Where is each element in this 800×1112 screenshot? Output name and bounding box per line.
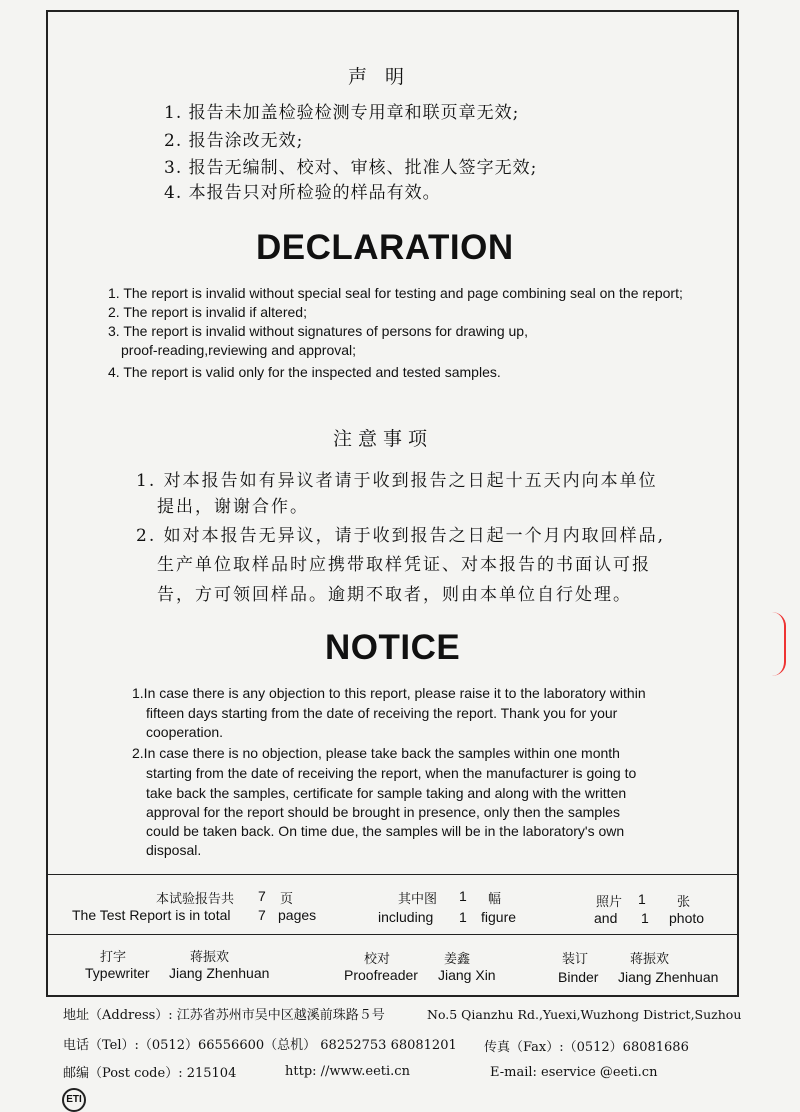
- proofreader-name-en: Jiang Xin: [438, 967, 496, 983]
- pages-label-cn: 本试验报告共: [156, 892, 235, 907]
- eti-logo: ETI: [62, 1088, 86, 1112]
- notice-cn-item: 提出，谢谢合作。: [157, 497, 309, 517]
- red-binding-mark: [772, 612, 786, 676]
- figure-count-en: 1: [459, 909, 467, 925]
- declaration-item: proof-reading,reviewing and approval;: [121, 342, 357, 358]
- pages-label-en: The Test Report is in total: [72, 907, 231, 923]
- address-en: No.5 Qianzhu Rd.,Yuexi,Wuzhong District,Suzhou: [427, 1007, 742, 1022]
- proofreader-name-cn: 姜鑫: [444, 952, 471, 967]
- pages-unit-en: pages: [278, 907, 317, 923]
- typewriter-label-cn: 打字: [100, 950, 127, 965]
- notice-cn-title: 注意事项: [333, 428, 434, 450]
- proofreader-label-cn: 校对: [364, 952, 391, 967]
- tel: 电话（Tel）:（0512）66556600（总机） 68252753 68081201: [63, 1038, 457, 1053]
- notice-item: approval for the report should be brought in presence, only then the samples: [146, 804, 620, 820]
- photo-label-cn: 照片: [596, 895, 623, 910]
- declaration-cn-item: 1. 报告未加盖检验检测专用章和联页章无效;: [164, 103, 520, 123]
- pages-count-en: 7: [258, 907, 266, 923]
- notice-item: 1.In case there is any objection to this report, please raise it to the laboratory within: [132, 685, 646, 701]
- pages-unit-cn: 页: [280, 892, 294, 907]
- photo-count-en: 1: [641, 910, 649, 926]
- notice-item: disposal.: [146, 842, 202, 858]
- notice-cn-item: 生产单位取样品时应携带取样凭证、对本报告的书面认可报: [157, 555, 651, 575]
- notice-cn-item: 告，方可领回样品。逾期不取者，则由本单位自行处理。: [157, 585, 632, 605]
- figure-unit-en: figure: [481, 909, 517, 925]
- address-cn: 地址（Address）: 江苏省苏州市吴中区越溪前珠路５号: [63, 1008, 385, 1023]
- notice-item: fifteen days starting from the date of receiving the report. Thank you for your: [146, 705, 618, 721]
- notice-item: take back the samples, certificate for sample taking and along with the written: [146, 785, 627, 801]
- pages-count: 7: [258, 888, 266, 904]
- notice-item: starting from the date of receiving the report, when the manufacturer is going to: [146, 765, 637, 781]
- binder-label-en: Binder: [558, 969, 599, 985]
- photo-unit-en: photo: [669, 910, 705, 926]
- declaration-cn-item: 2. 报告涂改无效;: [164, 131, 304, 151]
- declaration-title: DECLARATION: [256, 228, 514, 267]
- photo-unit-cn: 张: [677, 895, 691, 910]
- website: http: //www.eeti.cn: [285, 1064, 410, 1079]
- figure-label-en: including: [378, 909, 434, 925]
- notice-item: cooperation.: [146, 724, 224, 740]
- email: E-mail: eservice @eeti.cn: [490, 1065, 658, 1080]
- binder-name-cn: 蒋振欢: [630, 952, 670, 967]
- proofreader-label-en: Proofreader: [344, 967, 418, 983]
- declaration-item: 1. The report is invalid without special seal for testing and page combining seal on the report;: [108, 285, 683, 301]
- declaration-item: 2. The report is invalid if altered;: [108, 304, 307, 320]
- postcode: 邮编（Post code）: 215104: [63, 1066, 237, 1081]
- page-frame: [46, 10, 739, 997]
- typewriter-label-en: Typewriter: [85, 965, 150, 981]
- table-divider: [48, 934, 737, 935]
- photo-label-en: and: [594, 910, 618, 926]
- figure-count: 1: [459, 888, 467, 904]
- typewriter-name-cn: 蒋振欢: [190, 950, 230, 965]
- table-divider: [48, 874, 737, 875]
- notice-item: could be taken back. On time due, the samples will be in the laboratory's own: [146, 823, 625, 839]
- notice-cn-item: 1. 对本报告如有异议者请于收到报告之日起十五天内向本单位: [136, 471, 658, 491]
- declaration-cn-title: 声 明: [348, 66, 411, 88]
- binder-label-cn: 装订: [562, 952, 589, 967]
- fax: 传真（Fax）:（0512）68081686: [484, 1040, 689, 1055]
- typewriter-name-en: Jiang Zhenhuan: [169, 965, 270, 981]
- notice-cn-item: 2. 如对本报告无异议，请于收到报告之日起一个月内取回样品,: [136, 526, 666, 546]
- figure-unit-cn: 幅: [488, 892, 502, 907]
- declaration-item: 3. The report is invalid without signatures of persons for drawing up,: [108, 323, 528, 339]
- declaration-cn-item: 4. 本报告只对所检验的样品有效。: [164, 183, 441, 203]
- notice-title: NOTICE: [325, 628, 461, 667]
- binder-name-en: Jiang Zhenhuan: [618, 969, 719, 985]
- declaration-cn-item: 3. 报告无编制、校对、审核、批准人签字无效;: [164, 158, 538, 178]
- notice-item: 2.In case there is no objection, please take back the samples within one month: [132, 745, 620, 761]
- declaration-item: 4. The report is valid only for the inspected and tested samples.: [108, 364, 501, 380]
- photo-count: 1: [638, 891, 646, 907]
- figure-label-cn: 其中图: [398, 892, 438, 907]
